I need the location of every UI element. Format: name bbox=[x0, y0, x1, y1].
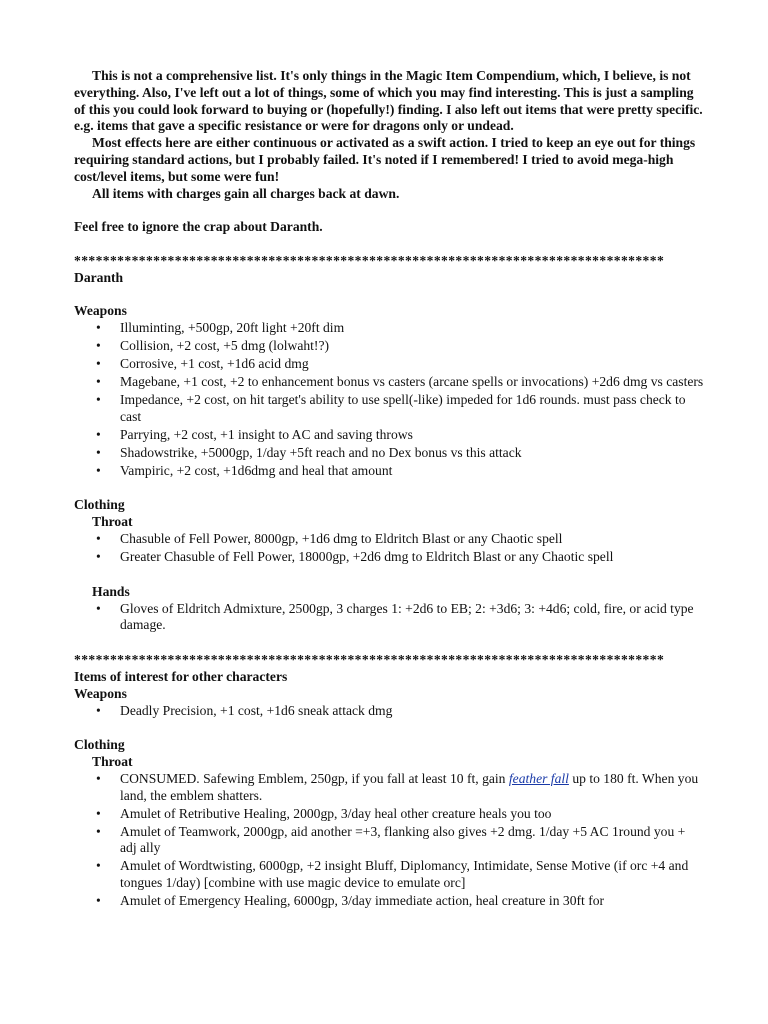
section-title-daranth: Daranth bbox=[74, 269, 124, 285]
list-item: • Gloves of Eldritch Admixture, 2500gp, 3 charges 1: +2d6 to EB; 2: +3d6; 3: +4d6; cold, fire, or acid type damage. bbox=[96, 600, 694, 633]
intro-paragraph: This is not a comprehensive list. It's only things in the Magic Item Compendium, which, I believe, is not everything. Also, I've left out a lot of things, some of which you may find interesting. This is just a sampling of this you could look forward to buying or (hopefully!) finding. I also left out items that were pretty specific. e.g. items that gave a specific resistance or were for dragons only or undead. bbox=[74, 68, 703, 134]
others-weapons-list bbox=[74, 703, 704, 720]
list-item: • Amulet of Retributive Healing, 2000gp, 3/day heal other creature heals you too bbox=[96, 805, 552, 821]
list-item: • Parrying, +2 cost, +1 insight to AC and saving throws bbox=[96, 426, 413, 442]
list-item: • Collision, +2 cost, +5 dmg (lolwaht!?) bbox=[96, 337, 330, 353]
list-item: • Amulet of Teamwork, 2000gp, aid another =+3, flanking also gives +2 dmg. 1/day +5 AC 1round you + adj ally bbox=[96, 823, 686, 856]
list-item: • Amulet of Emergency Healing, 6000gp, 3/day immediate action, heal creature in 30ft for bbox=[96, 893, 605, 909]
daranth-weapons-list bbox=[74, 320, 704, 479]
list-item: • Shadowstrike, +5000gp, 1/day +5ft reach and no Dex bonus vs this attack bbox=[96, 444, 522, 460]
daranth-weapons-heading: Weapons bbox=[74, 303, 127, 319]
daranth-hands-list bbox=[74, 601, 704, 635]
others-clothing-heading: Clothing bbox=[74, 737, 125, 753]
list-item: • Illuminting, +500gp, 20ft light +20ft dim bbox=[96, 319, 345, 335]
list-item: • Vampiric, +2 cost, +1d6dmg and heal that amount bbox=[96, 462, 393, 478]
separator: ********************************************************************************** bbox=[74, 652, 665, 668]
intro-paragraph: All items with charges gain all charges back at dawn. bbox=[92, 185, 400, 201]
section-title-others: Items of interest for other characters bbox=[74, 668, 288, 684]
list-item: • Chasuble of Fell Power, 8000gp, +1d6 dmg to Eldritch Blast or any Chaotic spell bbox=[96, 531, 563, 547]
list-item: • Impedance, +2 cost, on hit target's ability to use spell(-like) impeded for 1d6 rounds. must pass check to cast bbox=[96, 391, 686, 424]
separator: ********************************************************************************** bbox=[74, 252, 665, 268]
ignore-note: Feel free to ignore the crap about Daranth. bbox=[74, 219, 323, 235]
others-weapons-heading: Weapons bbox=[74, 685, 127, 701]
others-throat-heading: Throat bbox=[92, 754, 133, 770]
daranth-throat-list bbox=[74, 531, 704, 566]
list-item: • Corrosive, +1 cost, +1d6 acid dmg bbox=[96, 355, 309, 371]
feather-fall-link[interactable]: feather fall bbox=[508, 770, 569, 786]
list-item: • Amulet of Wordtwisting, 6000gp, +2 insight Bluff, Diplomancy, Intimidate, Sense Motive (if orc +4 and tongues 1/day) [combine with use magic device to emulate orc] bbox=[96, 858, 689, 891]
daranth-throat-heading: Throat bbox=[92, 514, 133, 530]
daranth-hands-heading: Hands bbox=[92, 583, 130, 599]
document-page bbox=[74, 68, 704, 911]
daranth-clothing-heading: Clothing bbox=[74, 497, 125, 513]
list-item: • Deadly Precision, +1 cost, +1d6 sneak attack dmg bbox=[96, 702, 393, 718]
intro-section bbox=[74, 68, 704, 202]
list-item: • Magebane, +1 cost, +2 to enhancement bonus vs casters (arcane spells or invocations) +2d6 dmg vs casters bbox=[96, 373, 704, 389]
list-item: • Greater Chasuble of Fell Power, 18000gp, +2d6 dmg to Eldritch Blast or any Chaotic spell bbox=[96, 549, 614, 564]
others-throat-list bbox=[74, 771, 704, 910]
intro-paragraph: Most effects here are either continuous or activated as a swift action. I tried to keep an eye out for things requiring standard actions, but I probably failed. It's noted if I remembered! I tried to avoid mega-high cost/level items, but some were fun! bbox=[74, 135, 696, 184]
list-item: • CONSUMED. Safewing Emblem, 250gp, if you fall at least 10 ft, gain feather fall up to 180 ft. When you land, the emblem shatters. bbox=[96, 770, 699, 803]
